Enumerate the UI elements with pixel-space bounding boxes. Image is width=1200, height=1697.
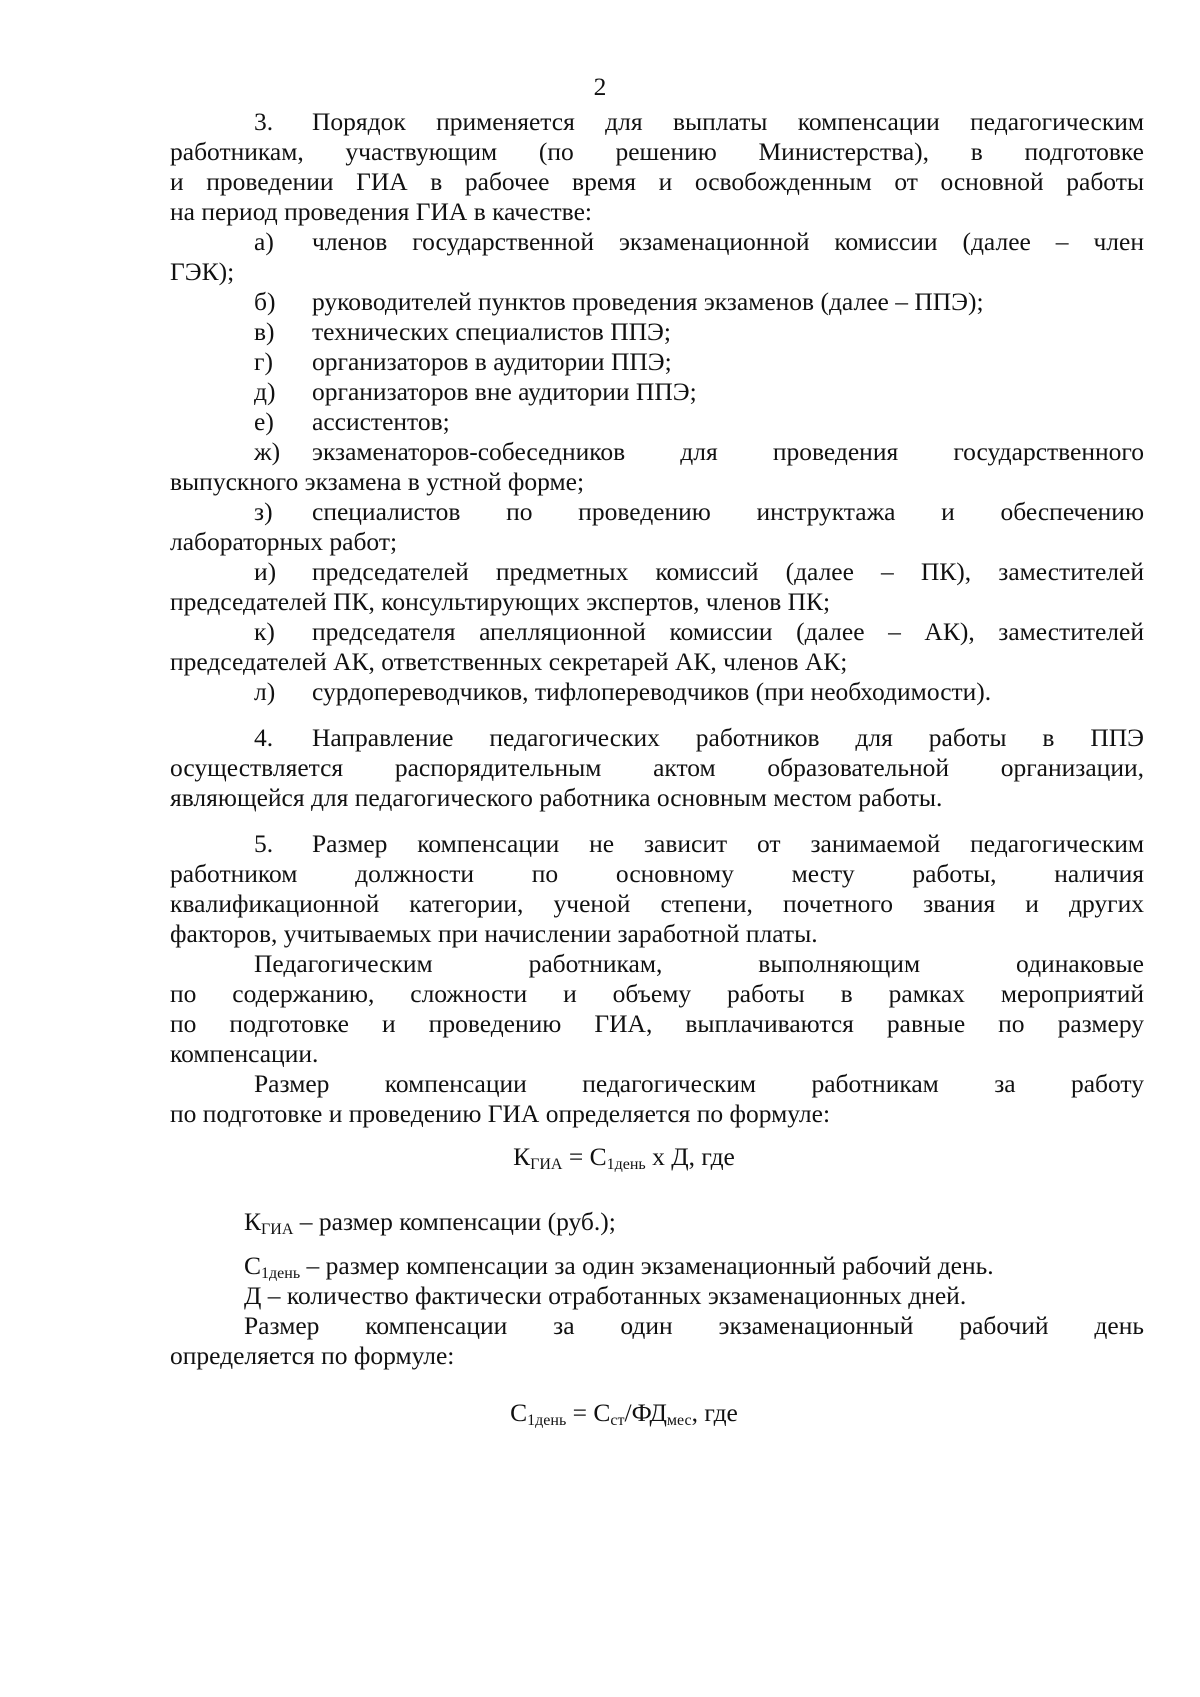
formula2-fd: /ФД: [624, 1398, 667, 1427]
item-label: д): [254, 377, 276, 406]
formula2-st-sub: ст: [610, 1412, 625, 1429]
p5-number: 5.: [254, 829, 274, 858]
p5c-line-2: по подготовке и проведению ГИА определяется по формуле:: [170, 1099, 831, 1128]
list-item-b: [254, 286, 1144, 318]
item-text: руководителей пунктов проведения экзаменов (далее – ППЭ);: [312, 287, 984, 316]
p5-line-2: работником должности по основному месту работы, наличия: [170, 859, 1144, 888]
item-label: а): [254, 227, 274, 256]
item-text: сурдопереводчиков, тифлопереводчиков (при необходимости).: [312, 677, 992, 706]
item-text: председателя апелляционной комиссии (далее – АК), заместителей: [312, 617, 1144, 646]
item-label: к): [254, 617, 275, 646]
p4-text-1: Направление педагогических работников для работы в ППЭ: [312, 723, 1144, 752]
item-text: специалистов по проведению инструктажа и обеспечению: [312, 497, 1144, 526]
formula-rest: х Д, где: [645, 1142, 735, 1171]
item-label: б): [254, 287, 276, 316]
def-c-symbol: С: [244, 1251, 262, 1280]
item-text: председателей предметных комиссий (далее – ПК), заместителей: [312, 557, 1144, 586]
def-k-sub: ГИА: [261, 1221, 294, 1238]
p4-line-3: являющейся для педагогического работника основным местом работы.: [170, 783, 943, 812]
formula-k: К: [513, 1142, 531, 1171]
formula-eq: = С: [562, 1142, 607, 1171]
p6-line-2: определяется по формуле:: [170, 1341, 455, 1370]
p3-line-1: [254, 106, 1144, 138]
page-number: 2: [593, 72, 607, 101]
p3-number: 3.: [254, 107, 274, 136]
list-item-zh: [254, 436, 1144, 468]
item-text: членов государственной экзаменационной комиссии (далее – член: [312, 227, 1144, 256]
item-text: технических специалистов ППЭ;: [312, 317, 671, 346]
list-item-i-cont: председателей ПК, консультирующих экспертов, членов ПК;: [170, 587, 831, 616]
list-item-a-cont: ГЭК);: [170, 257, 235, 286]
item-label: л): [254, 677, 276, 706]
p4-line-1: [254, 722, 1144, 754]
def-k-symbol: К: [244, 1207, 262, 1236]
p5b-line-3: по подготовке и проведению ГИА, выплачиваются равные по размеру: [170, 1009, 1144, 1038]
item-label: е): [254, 407, 274, 436]
p5b-line-1: Педагогическим работникам, выполняющим одинаковые: [254, 949, 1144, 978]
definition-k: [244, 1206, 1144, 1238]
list-item-i: [254, 556, 1144, 588]
p4-number: 4.: [254, 723, 274, 752]
item-label: в): [254, 317, 275, 346]
list-item-g: [254, 346, 1144, 378]
p5b-line-4: компенсации.: [170, 1039, 319, 1068]
definition-c: [244, 1250, 1144, 1282]
p5-text-1: Размер компенсации не зависит от занимаемой педагогическим: [312, 829, 1144, 858]
formula-k-sub: ГИА: [530, 1156, 563, 1173]
formula2-mes-sub: мес: [666, 1412, 692, 1429]
formula-daily-compensation: [0, 1396, 1200, 1430]
list-item-v: [254, 316, 1144, 348]
p3-line-4: на период проведения ГИА в качестве:: [170, 197, 592, 226]
def-c-text: – размер компенсации за один экзаменационный рабочий день.: [300, 1251, 994, 1280]
list-item-k-cont: председателей АК, ответственных секретарей АК, членов АК;: [170, 647, 848, 676]
definition-d: Д – количество фактически отработанных экзаменационных дней.: [244, 1281, 967, 1310]
p3-line-3: и проведении ГИА в рабочее время и освобожденным от основной работы: [170, 167, 1144, 196]
def-c-sub: 1день: [261, 1265, 301, 1282]
formula2-rest: , где: [691, 1398, 738, 1427]
p4-line-2: осуществляется распорядительным актом образовательной организации,: [170, 753, 1144, 782]
item-text: экзаменаторов-собеседников для проведения государственного: [312, 437, 1144, 466]
p5c-line-1: Размер компенсации педагогическим работникам за работу: [254, 1069, 1144, 1098]
p5-line-4: факторов, учитываемых при начислении заработной платы.: [170, 919, 818, 948]
formula-compensation: [0, 1140, 1200, 1174]
p3-line-2: работникам, участвующим (по решению Министерства), в подготовке: [170, 137, 1144, 166]
item-text: организаторов вне аудитории ППЭ;: [312, 377, 697, 406]
list-item-zh-cont: выпускного экзамена в устной форме;: [170, 467, 585, 496]
list-item-e: [254, 406, 1144, 438]
p5-line-3: квалификационной категории, ученой степени, почетного звания и других: [170, 889, 1144, 918]
item-text: организаторов в аудитории ППЭ;: [312, 347, 672, 376]
item-label: з): [254, 497, 273, 526]
formula2-c: С: [510, 1398, 528, 1427]
item-label: ж): [254, 437, 281, 466]
list-item-z: [254, 496, 1144, 528]
p6-line-1: Размер компенсации за один экзаменационный рабочий день: [244, 1311, 1144, 1340]
list-item-z-cont: лабораторных работ;: [170, 527, 398, 556]
p5-line-1: [254, 828, 1144, 860]
formula2-c-sub: 1день: [527, 1412, 567, 1429]
list-item-k: [254, 616, 1144, 648]
p5b-line-2: по содержанию, сложности и объему работы в рамках мероприятий: [170, 979, 1144, 1008]
formula-c-sub: 1день: [606, 1156, 646, 1173]
list-item-a: [254, 226, 1144, 258]
formula2-eq: = С: [566, 1398, 611, 1427]
list-item-l: [254, 676, 1144, 708]
item-label: и): [254, 557, 277, 586]
def-k-text: – размер компенсации (руб.);: [293, 1207, 616, 1236]
list-item-d: [254, 376, 1144, 408]
item-label: г): [254, 347, 273, 376]
item-text: ассистентов;: [312, 407, 450, 436]
p3-text-1: Порядок применяется для выплаты компенсации педагогическим: [312, 107, 1144, 136]
